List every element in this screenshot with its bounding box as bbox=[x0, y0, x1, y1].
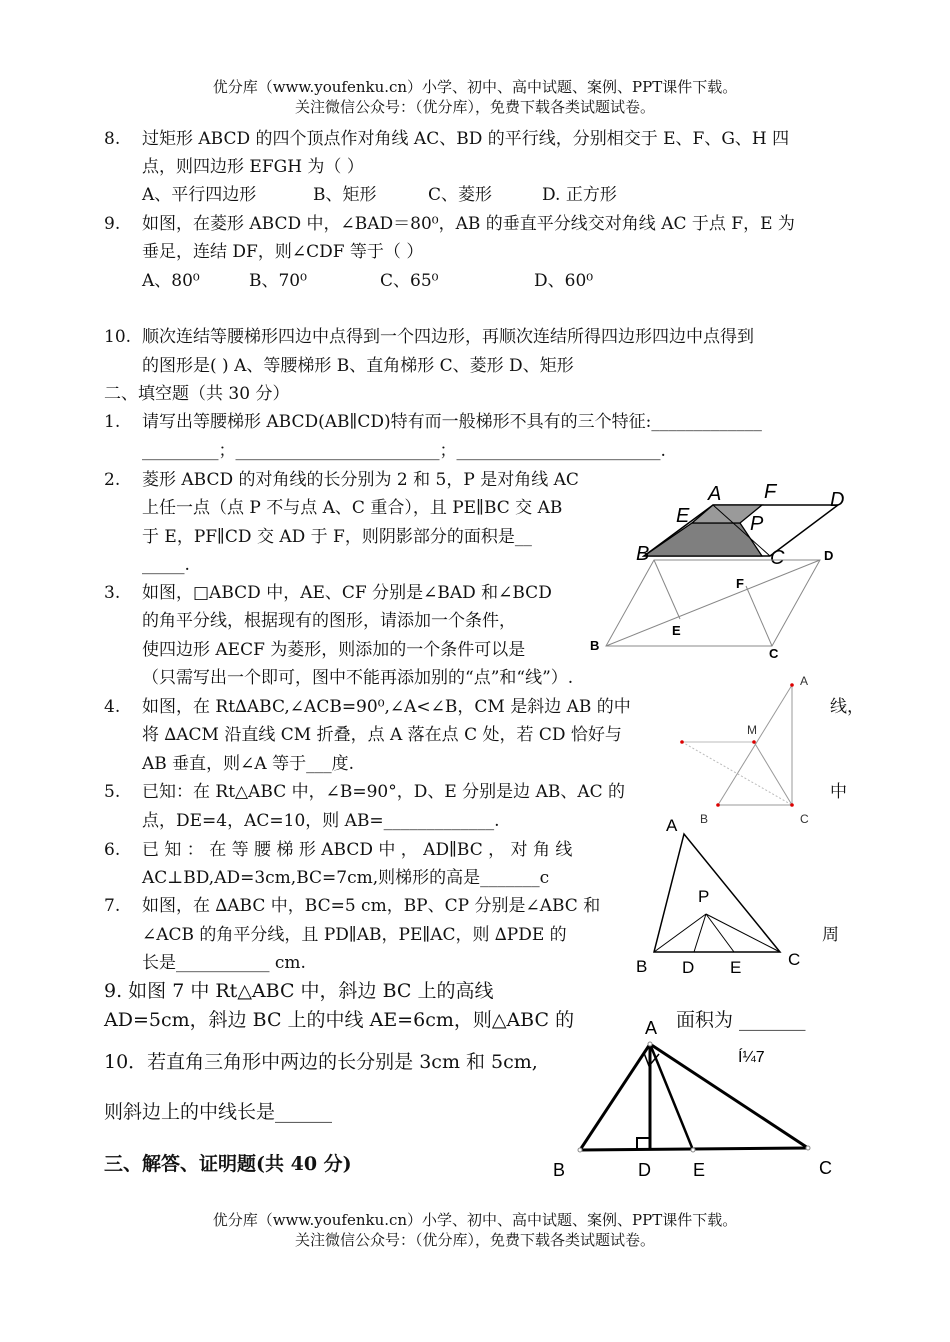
f7-text-2b: 周 bbox=[822, 925, 839, 945]
label-p: P bbox=[698, 887, 710, 906]
f4-text-1b: 线， bbox=[830, 697, 864, 717]
f9-text-2: AD=5cm，斜边 BC 上的中线 AE=6cm，则△ABC 的 bbox=[104, 1009, 575, 1031]
section-solve-title: 三、解答、证明题(共 40 分) bbox=[104, 1153, 352, 1175]
q8-option-c: C、菱形 bbox=[428, 185, 493, 205]
section-fill-in-title: 二、填空题（共 30 分） bbox=[104, 384, 290, 404]
f10-text-1: 10．若直角三角形中两边的长分别是 3cm 和 5cm, bbox=[104, 1051, 538, 1073]
q10-text-1: 顺次连结等腰梯形四边中点得到一个四边形，再顺次连结所得四边形四边中点得到 bbox=[142, 327, 754, 347]
label-d: D bbox=[638, 1160, 651, 1180]
f2-text-1: 菱形 ABCD 的对角线的长分别为 2 和 5，P 是对角线 AC bbox=[142, 470, 579, 490]
bisector-figure bbox=[630, 812, 810, 980]
f5-number: 5. bbox=[104, 782, 121, 802]
q10-number: 10. bbox=[104, 327, 132, 347]
line-ae bbox=[654, 560, 680, 619]
footer-line-2: 关注微信公众号：（优分库），免费下载各类试题试卷。 bbox=[294, 1231, 655, 1249]
q9-number: 9. bbox=[104, 214, 121, 234]
figure-caption-garbled: Í¼7 bbox=[738, 1049, 765, 1066]
label-f: F bbox=[764, 481, 777, 503]
f3-number: 3. bbox=[104, 583, 121, 603]
label-m: M bbox=[747, 723, 757, 737]
point-b bbox=[578, 1148, 582, 1152]
label-d: D bbox=[830, 489, 845, 511]
label-b: B bbox=[636, 957, 648, 976]
q9-option-a: A、80⁰ bbox=[142, 271, 200, 291]
q8-option-b: B、矩形 bbox=[313, 185, 377, 205]
label-a: A bbox=[800, 674, 809, 688]
f5-text-1: 已知：在 Rt△ABC 中，∠B=90°，D、E 分别是边 AB、AC 的 bbox=[142, 782, 626, 802]
f7-text-2: ∠ACB 的角平分线，且 PD∥AB，PE∥AC，则 ∆PDE 的 bbox=[142, 925, 567, 945]
f1-text-2: _________；________________________；________________________. bbox=[142, 441, 666, 461]
point-a bbox=[648, 1042, 652, 1046]
point-m bbox=[752, 740, 756, 744]
f3-text-2: 的角平分线，根据现有的图形，请添加一个条件， bbox=[142, 611, 516, 631]
point-c bbox=[790, 803, 794, 807]
f4-text-3: AB 垂直，则∠A 等于___度. bbox=[142, 754, 355, 774]
f2-text-3: 于 E，PF∥CD 交 AD 于 F，则阴影部分的面积是__ bbox=[142, 527, 532, 547]
q8-text-2: 点，则四边形 EFGH 为（ ） bbox=[142, 157, 364, 177]
f4-number: 4. bbox=[104, 697, 121, 717]
label-f: F bbox=[736, 576, 744, 591]
label-a: A bbox=[666, 816, 678, 835]
f7-number: 7. bbox=[104, 896, 121, 916]
bisector-cp bbox=[706, 914, 780, 952]
header-line-1: 优分库（www.youfenku.cn）小学、初中、高中试题、案例、PPT课件下载。 bbox=[212, 78, 738, 96]
f2-text-2: 上任一点（点 P 不与点 A、C 重合），且 PE∥BC 交 AB bbox=[142, 498, 563, 518]
label-b: B bbox=[700, 812, 709, 826]
f7-text-3: 长是___________ cm. bbox=[142, 953, 306, 973]
side-ab bbox=[580, 1044, 650, 1150]
label-c: C bbox=[788, 950, 801, 969]
point-c bbox=[806, 1146, 810, 1150]
f6-text-1: 已 知 ： 在 等 腰 梯 形 ABCD 中 ， AD∥BC ， 对 角 线 bbox=[142, 840, 573, 860]
f5-text-2: 点，DE=4，AC=10，则 AB=_____________. bbox=[142, 811, 500, 831]
point-b bbox=[716, 803, 720, 807]
label-a: A bbox=[708, 483, 722, 505]
parallelogram-figure bbox=[586, 546, 846, 662]
diagonal-bd bbox=[606, 560, 820, 646]
f6-number: 6. bbox=[104, 840, 121, 860]
line-pe bbox=[706, 914, 734, 952]
label-e: E bbox=[693, 1160, 706, 1180]
f5-text-1b: 中 bbox=[830, 782, 847, 802]
f2-text-4: _____. bbox=[142, 555, 190, 575]
q9-option-c: C、65⁰ bbox=[380, 271, 439, 291]
q9-option-d: D、60⁰ bbox=[534, 271, 594, 291]
line-cf bbox=[746, 586, 772, 646]
label-b: B bbox=[636, 543, 650, 565]
line-pd bbox=[694, 914, 706, 952]
f1-number: 1. bbox=[104, 412, 121, 432]
label-p: P bbox=[750, 513, 764, 535]
f9-text-1: 9. 如图 7 中 Rt△ABC 中，斜边 BC 上的高线 bbox=[104, 980, 494, 1002]
q10-text-2: 的图形是( ) A、等腰梯形 B、直角梯形 C、菱形 D、矩形 bbox=[142, 356, 574, 376]
q8-number: 8. bbox=[104, 129, 121, 149]
q9-option-b: B、70⁰ bbox=[249, 271, 307, 291]
f3-text-1: 如图，□ABCD 中，AE、CF 分别是∠BAD 和∠BCD bbox=[142, 583, 552, 603]
q8-option-a: A、平行四边形 bbox=[142, 185, 257, 205]
label-e: E bbox=[730, 958, 742, 977]
f6-text-2: AC⊥BD,AD=3cm,BC=7cm,则梯形的高是_______c bbox=[142, 868, 550, 888]
f4-text-1: 如图，在 Rt∆ABC,∠ACB=90⁰,∠A<∠B，CM 是斜边 AB 的中 bbox=[142, 697, 631, 717]
median-cm bbox=[754, 742, 792, 805]
label-e: E bbox=[676, 505, 690, 527]
footer-line-1: 优分库（www.youfenku.cn）小学、初中、高中试题、案例、PPT课件下载。 bbox=[212, 1211, 738, 1229]
point-a bbox=[790, 683, 794, 687]
f2-number: 2. bbox=[104, 470, 121, 490]
label-b: B bbox=[553, 1160, 566, 1180]
label-c: C bbox=[800, 812, 809, 826]
label-c: C bbox=[770, 547, 785, 569]
f9-text-2b: 面积为 _______ bbox=[676, 1009, 806, 1031]
f3-text-4: （只需写出一个即可，图中不能再添加别的“点”和“线”）. bbox=[142, 668, 574, 688]
q9-text-1: 如图，在菱形 ABCD 中，∠BAD＝80⁰，AB 的垂直平分线交对角线 AC 于点 F，E 为 bbox=[142, 214, 795, 234]
f10-text-2: 则斜边上的中线长是______ bbox=[104, 1101, 333, 1123]
label-e: E bbox=[672, 623, 681, 638]
label-c: C bbox=[819, 1158, 832, 1178]
point-e bbox=[691, 1148, 695, 1152]
label-b: B bbox=[590, 638, 600, 653]
fold-figure bbox=[676, 670, 826, 832]
q8-option-d: D. 正方形 bbox=[542, 185, 617, 205]
q9-text-2: 垂足，连结 DF，则∠CDF 等于（ ） bbox=[142, 242, 424, 262]
right-triangle-figure bbox=[545, 1016, 845, 1182]
label-c: C bbox=[769, 646, 779, 661]
f1-text-1: 请写出等腰梯形 ABCD(AB∥CD)特有而一般梯形不具有的三个特征:_____________ bbox=[142, 412, 762, 432]
f7-text-1: 如图，在 ∆ABC 中，BC=5 cm，BP、CP 分别是∠ABC 和 bbox=[142, 896, 601, 916]
f4-text-2: 将 ∆ACM 沿直线 CM 折叠，点 A 落在点 C 处，若 CD 恰好与 bbox=[142, 725, 622, 745]
label-a: A bbox=[645, 1018, 658, 1038]
q8-text-1: 过矩形 ABCD 的四个顶点作对角线 AC、BD 的平行线，分别相交于 E、F、G、H 四 bbox=[142, 129, 790, 149]
header-line-2: 关注微信公众号：（优分库），免费下载各类试题试卷。 bbox=[294, 98, 655, 116]
point-folded bbox=[680, 740, 684, 744]
label-d: D bbox=[682, 958, 695, 977]
f3-text-3: 使四边形 AECF 为菱形，则添加的一个条件可以是 bbox=[142, 640, 526, 660]
triangle-abc bbox=[654, 834, 780, 952]
side-ac bbox=[650, 1044, 808, 1148]
label-d: D bbox=[824, 548, 834, 563]
